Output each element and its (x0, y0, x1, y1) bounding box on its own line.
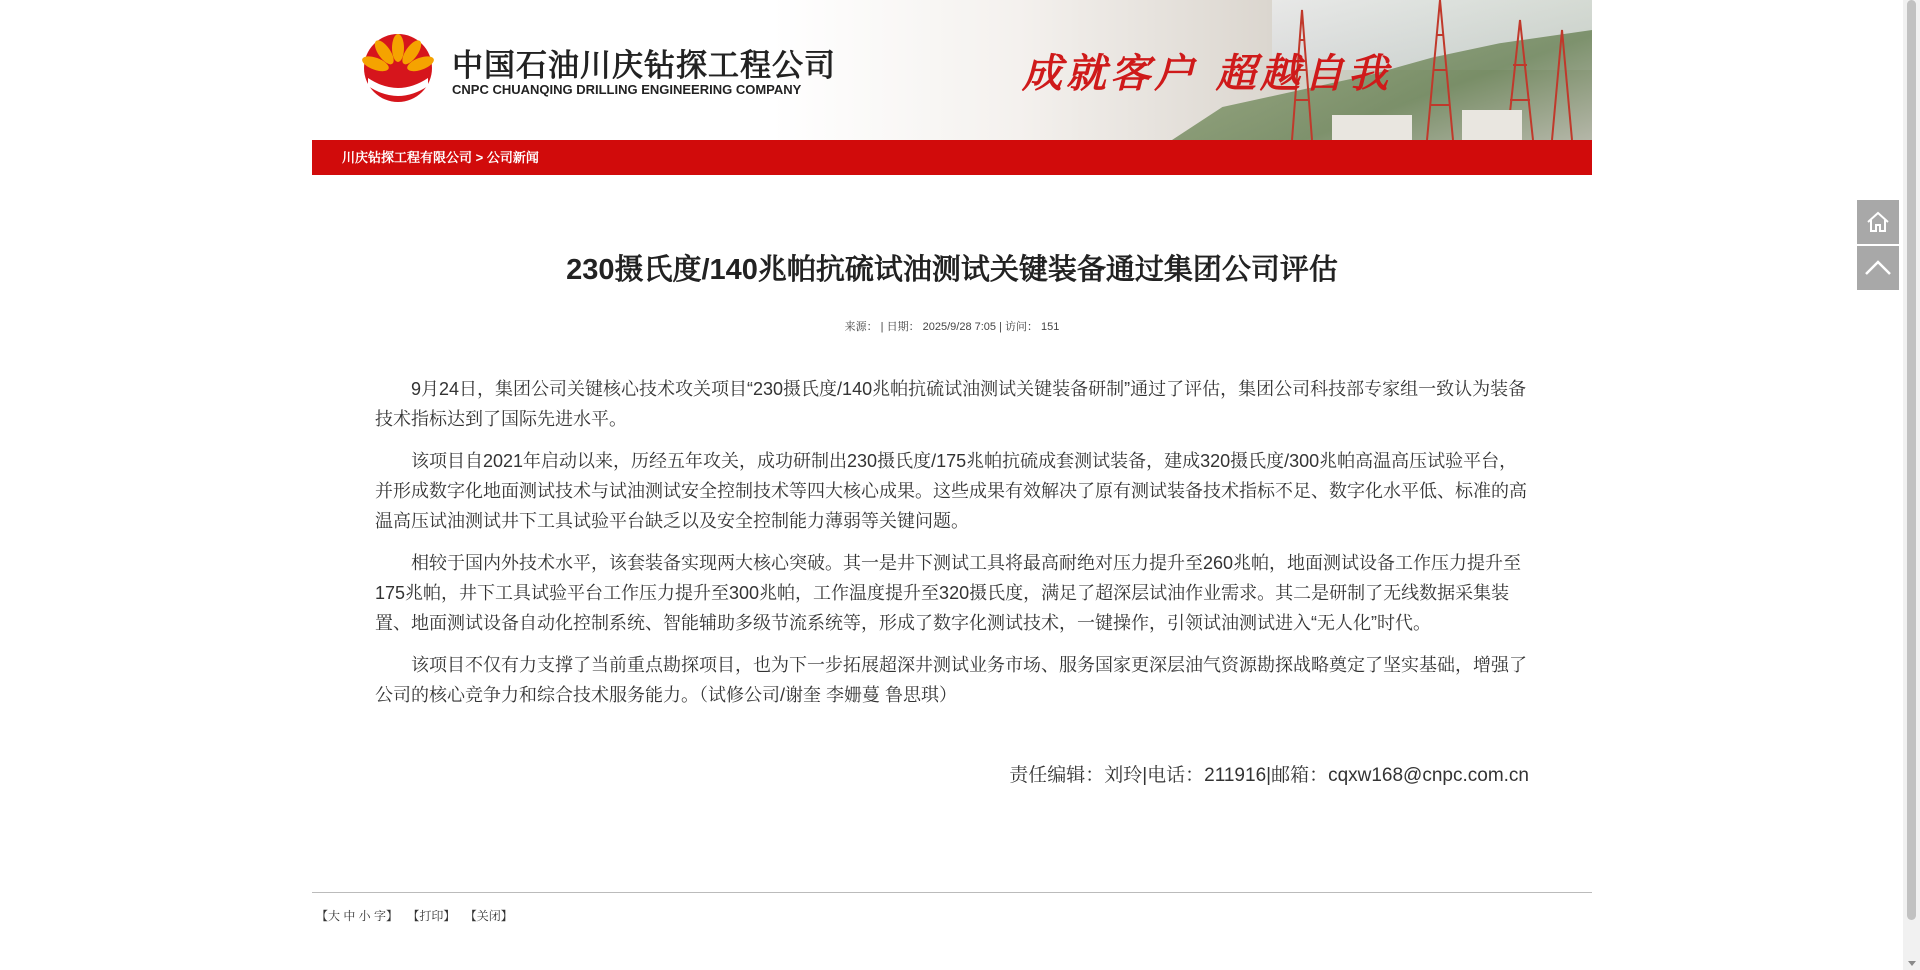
article-body (375, 374, 1529, 710)
header-banner (312, 0, 1592, 140)
article-paragraph: 该项目不仅有力支撑了当前重点勘探项目，也为下一步拓展超深井测试业务市场、服务国家更深层油气资源勘探战略奠定了坚实基础，增强了公司的核心竞争力和综合技术服务能力。（试修公司/谢奎 李姗蔓 鲁思琪） (375, 655, 1527, 705)
article-paragraph: 该项目自2021年启动以来，历经五年攻关，成功研制出230摄氏度/175兆帕抗硫成套测试装备，建成320摄氏度/300兆帕高温高压试验平台，并形成数字化地面测试技术与试油测试安全控制技术等四大核心成果。这些成果有效解决了原有测试装备技术指标不足、数字化水平低、标准的高温高压试油测试井下工具试验平台缺乏以及安全控制能力薄弱等关键问题。 (375, 451, 1527, 531)
scrollbar-thumb[interactable] (1907, 0, 1916, 920)
home-icon (1865, 209, 1891, 235)
back-to-top-button[interactable] (1857, 246, 1899, 290)
footer-toolbar (312, 892, 1592, 924)
article-editor-info: 责任编辑：刘玲|电话：211916|邮箱：cqxw168@cnpc.com.cn (1009, 765, 1529, 786)
font-size-toggle[interactable]: 【大 中 小 字】 (316, 909, 399, 923)
vertical-scrollbar[interactable] (1903, 0, 1920, 970)
breadcrumb (312, 140, 1592, 175)
article-meta: 来源： | 日期： 2025/9/28 7:05 | 访问： 151 (844, 321, 1060, 333)
company-name-en: CNPC CHUANQING DRILLING ENGINEERING COMPANY (452, 82, 802, 97)
company-name-cn: 中国石油川庆钻探工程公司 (452, 48, 836, 83)
breadcrumb-bar (312, 140, 1592, 175)
page-wrapper (312, 0, 1592, 923)
company-slogan: 成就客户 超越自我 (1022, 50, 1392, 97)
article-title: 230摄氏度/140兆帕抗硫试油测试关键装备通过集团公司评估 (566, 254, 1338, 286)
breadcrumb-link-home[interactable]: 川庆钻探工程有限公司 (342, 150, 473, 165)
article-paragraph: 相较于国内外技术水平，该套装备实现两大核心突破。其一是井下测试工具将最高耐绝对压力提升至260兆帕，地面测试设备工作压力提升至175兆帕，井下工具试验平台工作压力提升至300兆帕，工作温度提升至320摄氏度，满足了超深层试油作业需求。其二是研制了无线数据采集装置、地面测试设备自动化控制系统、智能辅助多级节流系统等，形成了数字化测试技术，一键操作，引领试油测试进入“无人化”时代。 (375, 553, 1522, 633)
breadcrumb-link-news[interactable]: 公司新闻 (486, 150, 539, 165)
side-float-buttons (1857, 200, 1899, 290)
chevron-up-icon (1863, 257, 1893, 279)
home-button[interactable] (1857, 200, 1899, 244)
cnpc-petal-logo (362, 32, 434, 109)
article-paragraph: 9月24日，集团公司关键核心技术攻关项目“230摄氏度/140兆帕抗硫试油测试关键装备研制”通过了评估，集团公司科技部专家组一致认为装备技术指标达到了国际先进水平。 (375, 379, 1527, 429)
close-button[interactable]: 【关闭】 (464, 909, 513, 923)
scroll-down-arrow-icon[interactable] (1908, 961, 1916, 966)
breadcrumb-separator: > (475, 150, 484, 165)
print-button[interactable]: 【打印】 (407, 909, 456, 923)
